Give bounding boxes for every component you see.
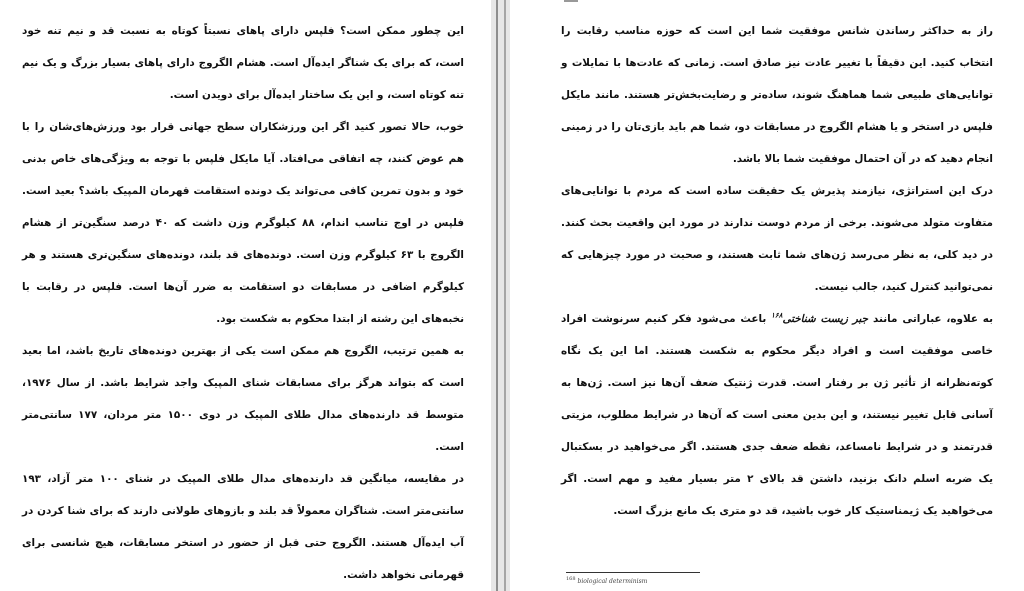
left-paragraph-1: این چطور ممکن است؟ فلپس دارای پاهای نسبتاً کوتاه به نسبت قد و نیم تنه خود است، که برای یک شناگر ایده‌آل است. هشام الگروج دارای پاهای بسیار بزرگ و یک نیم تنه کوتاه است، و این یک ساختار ایده‌آل برای دویدن است. bbox=[22, 25, 464, 101]
footnoted-term: جبر زیست شناختی bbox=[782, 313, 869, 325]
left-paragraph-2: خوب، حالا تصور کنید اگر این ورزشکاران سطح جهانی قرار بود ورزش‌های‌شان را با هم عوض کنند، چه اتفاقی می‌افتاد. آیا مایکل فلپس با توجه به ویژگی‌های خاص بدنی خود و بدون تمرین کافی می‌تواند یک دونده استقامت قهرمان المپیک باشد؟ بعید است. فلپس در اوج تناسب اندام، ۸۸ کیلوگرم وزن داشت که ۴۰ درصد سنگین‌تر از هشام الگروج با ۶۳ کیلوگرم وزن است. دونده‌های قد بلند، دونده‌های سنگین‌تری هستند و هر کیلوگرم اضافی در مسابقات دو استقامت به ضرر آن‌ها است. فلپس در رقابت با نخبه‌های این رشته از ابتدا محکوم به شکست بود. bbox=[22, 121, 464, 325]
right-paragraph-3 bbox=[561, 303, 993, 527]
right-page bbox=[510, 0, 1024, 591]
right-paragraph-1: راز به حداکثر رساندن شانس موفقیت شما این است که حوزه مناسب رقابت را انتخاب کنید. این دقیقاً با تغییر عادت نیز صادق است. زمانی که عادت‌ها با تمایلات و توانایی‌های طبیعی شما هماهنگ شوند، ساده‌تر و رضایت‌بخش‌تر هستند. مانند مایکل فلپس در استخر و یا هشام الگروج در مسابقات دو، شما هم باید بازی‌تان را در زمینی انجام دهید که در آن احتمال موفقیت شما بالا باشد. bbox=[561, 25, 993, 165]
left-paragraph-3: به همین ترتیب، الگروج هم ممکن است یکی از بهترین دونده‌های تاریخ باشد، اما بعید است که بتواند هرگز برای مسابقات شنای المپیک واجد شرایط باشد. از سال ۱۹۷۶، متوسط قد دارنده‌های مدال طلای المپیک در دوی ۱۵۰۰ متر مردان، ۱۷۷ سانتی‌متر است. bbox=[22, 345, 464, 453]
page-divider-line bbox=[504, 0, 506, 591]
page-gutter bbox=[491, 0, 510, 591]
right-paragraph-2: درک این استراتژی، نیازمند پذیرش یک حقیقت ساده است که مردم با توانایی‌های متفاوت متولد می‌شوند. برخی از مردم دوست ندارند در مورد این واقعیت بحث کنند. در دید کلی، به نظر می‌رسد ژن‌های شما ثابت هستند، و صحبت در مورد چیزهایی که نمی‌توانید کنترل کنید، جالب نیست. bbox=[561, 185, 993, 293]
footnote-reference[interactable]: ۱۶۸ bbox=[771, 311, 783, 320]
footnote-text: biological determinism bbox=[577, 578, 648, 585]
footnote-number: 168 bbox=[566, 576, 576, 582]
page-divider-line bbox=[496, 0, 498, 591]
left-text-column bbox=[22, 15, 464, 591]
page-top-marker bbox=[564, 0, 578, 2]
paragraph-3-start: به علاوه، عباراتی مانند bbox=[868, 313, 994, 325]
right-text-column bbox=[561, 15, 993, 527]
paragraph-3-end: باعث می‌شود فکر کنیم سرنوشت افراد خاصی موفقیت است و افراد دیگر محکوم به شکست هستند. اما این یک نگاه کوته‌نظرانه از تأثیر ژن بر رفتار است. قدرت ژنتیک ضعف آن‌ها نیز است. ژن‌ها به آسانی قابل تغییر نیستند، و این بدین معنی است که آن‌ها در شرایط مطلوب، مزیتی قدرتمند و در شرایط نامساعد، نقطه ضعف جدی هستند. اگر می‌خواهید در بسکتبال یک ضربه اسلم دانک بزنید، داشتن قد بالای ۲ متر بسیار مفید و مهم است. اگر می‌خواهید یک ژیمناستیک کار خوب باشید، قد دو متری یک مانع بزرگ است. bbox=[561, 313, 993, 517]
left-page bbox=[0, 0, 491, 591]
footnote bbox=[566, 576, 647, 585]
left-paragraph-4: در مقایسه، میانگین قد دارنده‌های مدال طلای المپیک در شنای ۱۰۰ متر آزاد، ۱۹۳ سانتی‌متر است. شناگران معمولاً قد بلند و بازوهای طولانی دارند که برای شنا کردن در آب ایده‌آل هستند. الگروج حتی قبل از حضور در استخر مسابقات، هیچ شانسی برای قهرمانی نخواهد داشت. bbox=[22, 473, 464, 581]
footnote-separator bbox=[566, 572, 700, 573]
